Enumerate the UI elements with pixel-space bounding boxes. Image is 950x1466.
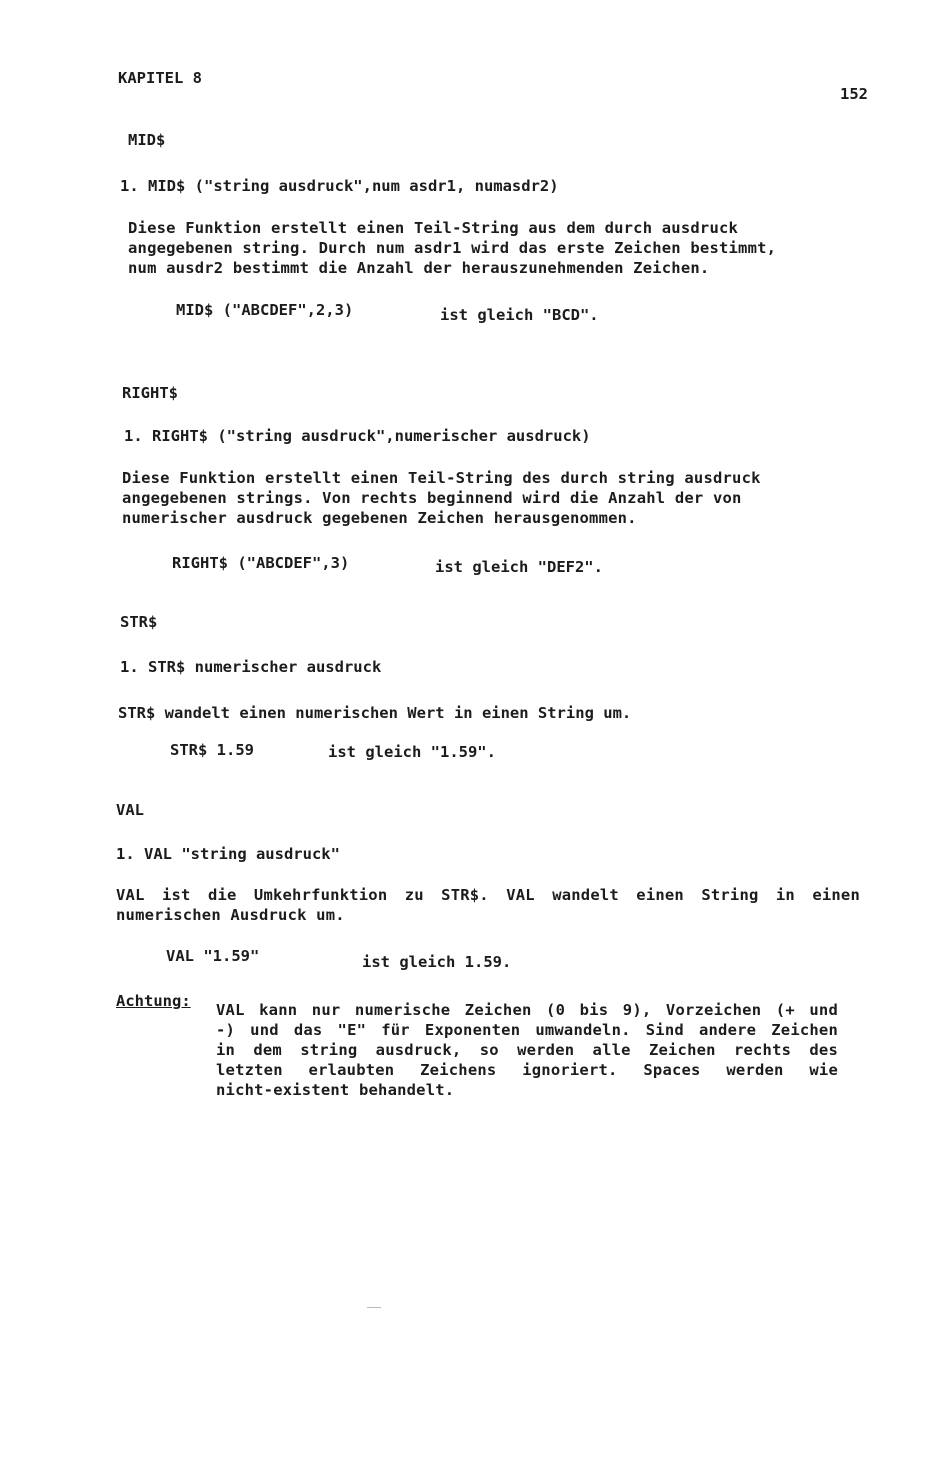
- example-code-right: RIGHT$ ("ABCDEF",3): [172, 554, 350, 572]
- description-line: numerischer ausdruck gegebenen Zeichen herausgenommen.: [122, 509, 637, 527]
- description-line: angegebenen strings. Von rechts beginnend wird die Anzahl der von: [122, 489, 742, 507]
- description-line: num ausdr2 bestimmt die Anzahl der herauszunehmenden Zeichen.: [128, 259, 710, 277]
- section-title-val: VAL: [116, 801, 144, 819]
- note-line: letzten erlaubten Zeichens ignoriert. Spaces werden wie: [216, 1061, 838, 1079]
- syntax-str: 1. STR$ numerischer ausdruck: [120, 658, 382, 676]
- example-code-val: VAL "1.59": [166, 947, 260, 965]
- example-result-mid: ist gleich "BCD".: [440, 306, 599, 324]
- note-text: [216, 1000, 838, 1100]
- example-result-str: ist gleich "1.59".: [328, 743, 496, 761]
- description-str: STR$ wandelt einen numerischen Wert in einen String um.: [118, 704, 632, 722]
- section-title-str: STR$: [120, 613, 158, 631]
- syntax-mid: 1. MID$ ("string ausdruck",num asdr1, numasdr2): [120, 177, 559, 195]
- description-right: [122, 468, 848, 528]
- note-label-text: Achtung:: [116, 992, 191, 1010]
- example-code-str: STR$ 1.59: [170, 741, 254, 759]
- description-val: [116, 885, 860, 925]
- note-line: VAL kann nur numerische Zeichen (0 bis 9), Vorzeichen (+ und: [216, 1001, 838, 1019]
- description-line: Diese Funktion erstellt einen Teil-String des durch string ausdruck: [122, 469, 761, 487]
- page-number: 152: [840, 85, 868, 103]
- description-line: numerischen Ausdruck um.: [116, 906, 345, 924]
- syntax-right: 1. RIGHT$ ("string ausdruck",numerischer ausdruck): [124, 427, 591, 445]
- description-line: Diese Funktion erstellt einen Teil-String aus dem durch ausdruck: [128, 219, 739, 237]
- chapter-heading: KAPITEL 8: [118, 69, 202, 87]
- note-line: in dem string ausdruck, so werden alle Zeichen rechts des: [216, 1041, 838, 1059]
- example-result-right: ist gleich "DEF2".: [435, 558, 603, 576]
- note-line: nicht-existent behandelt.: [216, 1081, 455, 1099]
- note-line: -) und das "E" für Exponenten umwandeln. Sind andere Zeichen: [216, 1021, 838, 1039]
- description-line: VAL ist die Umkehrfunktion zu STR$. VAL wandelt einen String in einen: [116, 886, 860, 904]
- section-title-mid: MID$: [128, 131, 166, 149]
- syntax-val: 1. VAL "string ausdruck": [116, 845, 340, 863]
- description-line: angegebenen string. Durch num asdr1 wird das erste Zeichen bestimmt,: [128, 239, 777, 257]
- note-label: [116, 991, 191, 1011]
- example-result-val: ist gleich 1.59.: [362, 953, 512, 971]
- description-mid: [128, 218, 854, 278]
- example-code-mid: MID$ ("ABCDEF",2,3): [176, 301, 354, 319]
- footer-mark: [367, 1307, 381, 1308]
- section-title-right: RIGHT$: [122, 384, 178, 402]
